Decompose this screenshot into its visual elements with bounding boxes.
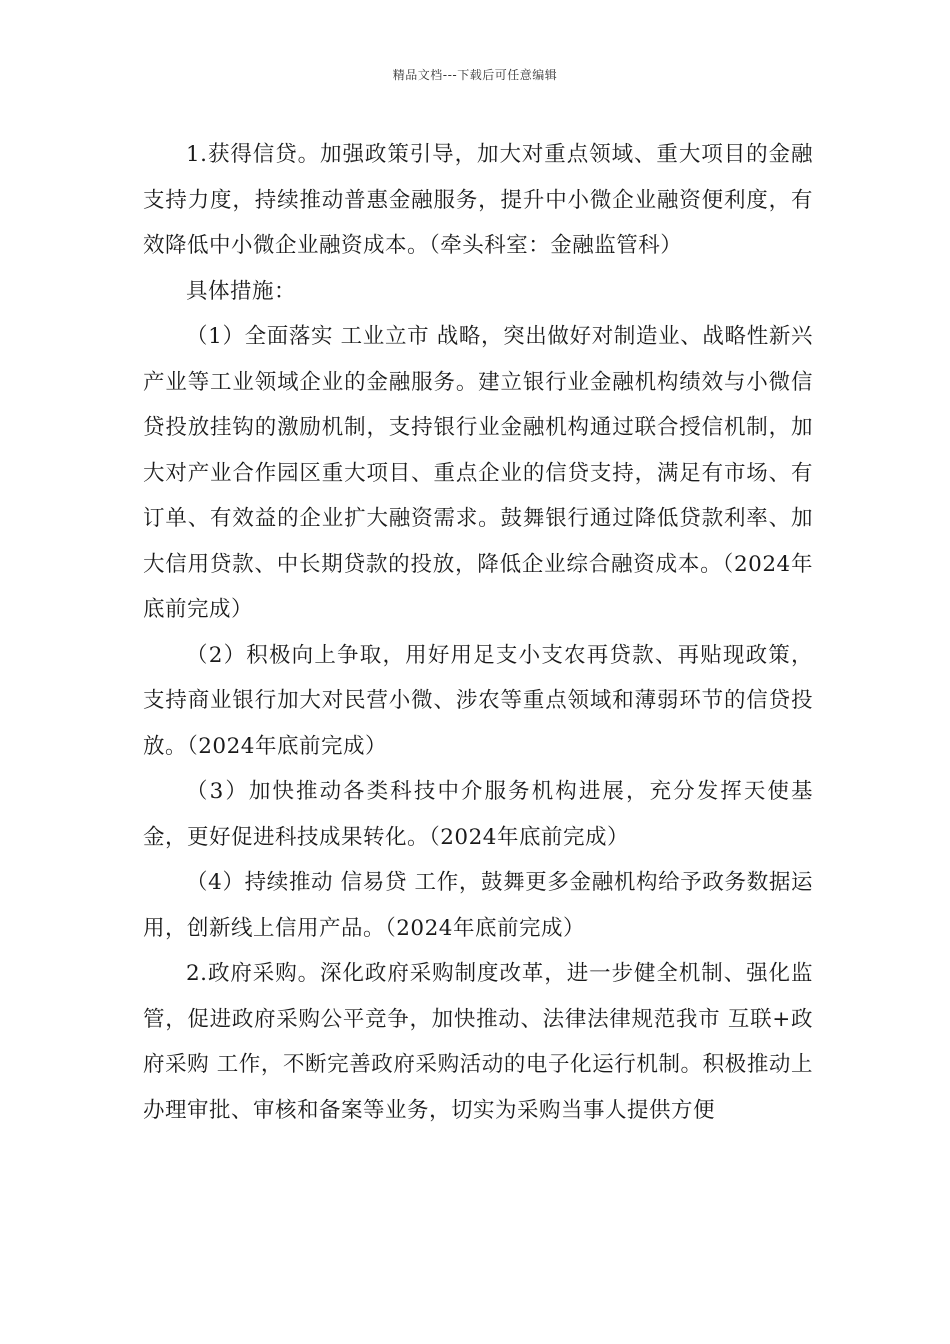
paragraph-measure-4: （4）持续推动 信易贷 工作，鼓舞更多金融机构给予政务数据运用，创新线上信用产品。（2024年底前完成） (143, 870, 813, 941)
paragraph-measure-3: （3）加快推动各类科技中介服务机构进展，充分发挥天使基金，更好促进科技成果转化。（2024年底前完成） (143, 779, 813, 850)
paragraph-measures-heading: 具体措施： (186, 278, 297, 304)
document-body (143, 132, 813, 1133)
paragraph-measure-1: （1）全面落实 工业立市 战略，突出做好对制造业、战略性新兴产业等工业领域企业的金融服务。建立银行业金融机构绩效与小微信贷投放挂钩的激励机制，支持银行业金融机构通过联合授信机制，加大对产业合作园区重大项目、重点企业的信贷支持，满足有市场、有订单、有效益的企业扩大融资需求。鼓舞银行通过降低贷款利率、加大信用贷款、中长期贷款的投放，降低企业综合融资成本。（2024年底前完成） (143, 324, 813, 622)
paragraph-credit: 1.获得信贷。加强政策引导，加大对重点领域、重大项目的金融支持力度，持续推动普惠金融服务，提升中小微企业融资便利度，有效降低中小微企业融资成本。（牵头科室：金融监管科） (143, 142, 813, 258)
page-header: 精品文档---下载后可任意编辑 (392, 68, 558, 82)
paragraph-procurement: 2.政府采购。深化政府采购制度改革，进一步健全机制、强化监管，促进政府采购公平竞争，加快推动、法律法律规范我市 互联+政府采购 工作，不断完善政府采购活动的电子化运行机制。积极推动上办理审批、审核和备案等业务，切实为采购当事人提供方便 (143, 961, 813, 1123)
paragraph-measure-2: （2）积极向上争取，用好用足支小支农再贷款、再贴现政策，支持商业银行加大对民营小微、涉农等重点领域和薄弱环节的信贷投放。（2024年底前完成） (143, 642, 813, 759)
